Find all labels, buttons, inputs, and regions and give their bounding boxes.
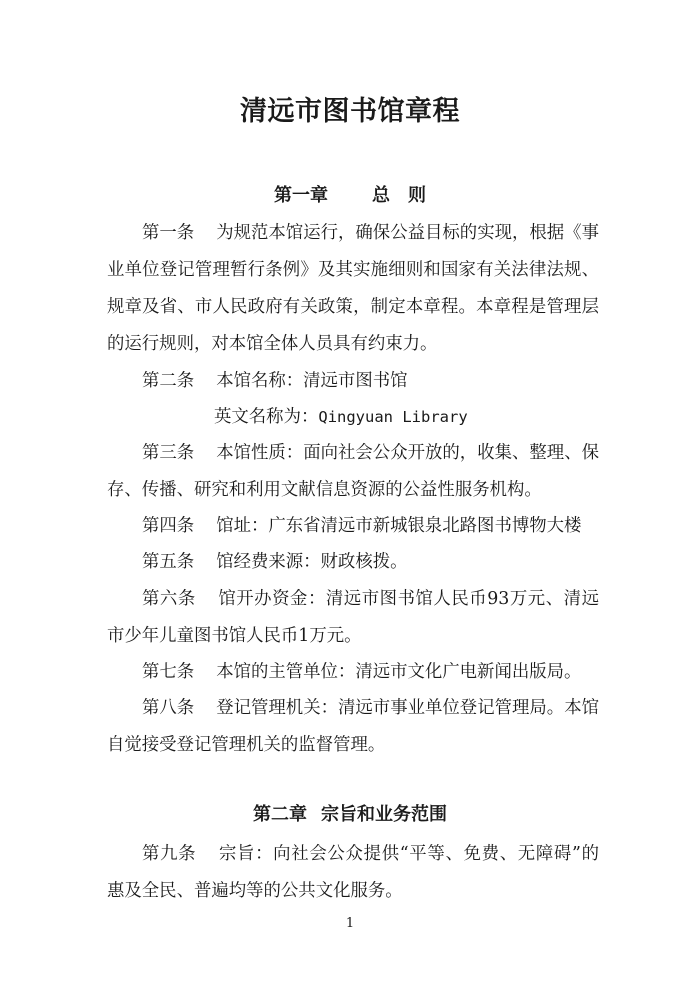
article-7 (142, 654, 581, 691)
chapter-1-heading (0, 183, 700, 209)
article-text: 为规范本馆运行，确保公益目标的实现，根据《事业单位登记管理暂行条例》及其实施细则和国家有关法律法规、规章及省、市人民政府有关政策，制定本章程。本章程是管理层的运行规则，对本馆全体人员具有约束力。 (107, 223, 599, 354)
article-1 (107, 215, 599, 363)
article-text: 馆址：广东省清远市新城银泉北路图书博物大楼 (216, 516, 582, 536)
article-number: 第二条 (142, 371, 195, 391)
article-2 (142, 363, 408, 400)
article-number: 第六条 (142, 589, 196, 609)
english-name: Qingyuan Library (318, 408, 468, 426)
article-6 (107, 581, 599, 655)
page-number: 1 (345, 916, 355, 931)
article-number: 第一条 (142, 223, 195, 243)
english-name-label: 英文名称为： (214, 407, 319, 427)
chapter-2-name: 宗旨和业务范围 (321, 804, 447, 825)
article-text: 本馆性质：面向社会公众开放的，收集、整理、保存、传播、研究和利用文献信息资源的公益性服务机构。 (107, 443, 599, 500)
article-5 (142, 544, 408, 581)
article-9 (107, 836, 599, 910)
chapter-2-number: 第二章 (253, 804, 307, 825)
article-number: 第三条 (142, 443, 195, 463)
article-8 (107, 690, 599, 764)
chapter-1-name: 总 则 (372, 185, 426, 206)
article-number: 第九条 (142, 844, 197, 864)
article-text: 馆开办资金：清远市图书馆人民币93万元、清远市少年儿童图书馆人民币1万元。 (107, 589, 599, 646)
article-3 (107, 435, 599, 509)
article-text: 本馆名称：清远市图书馆 (216, 371, 408, 391)
article-4 (142, 508, 581, 545)
chapter-1-number: 第一章 (274, 185, 328, 206)
article-number: 第四条 (142, 516, 195, 536)
article-number: 第八条 (142, 698, 195, 718)
article-text: 宗旨：向社会公众提供“平等、免费、无障碍”的惠及全民、普遍均等的公共文化服务。 (107, 844, 599, 901)
chapter-2-heading (0, 802, 700, 828)
article-text: 本馆的主管单位：清远市文化广电新闻出版局。 (216, 662, 582, 682)
article-text: 馆经费来源：财政核拨。 (216, 552, 408, 572)
document-title: 清远市图书馆章程 (240, 96, 460, 127)
article-number: 第七条 (142, 662, 195, 682)
article-number: 第五条 (142, 552, 195, 572)
english-name-line (214, 399, 468, 436)
article-text: 登记管理机关：清远市事业单位登记管理局。本馆自觉接受登记管理机关的监督管理。 (107, 698, 599, 755)
